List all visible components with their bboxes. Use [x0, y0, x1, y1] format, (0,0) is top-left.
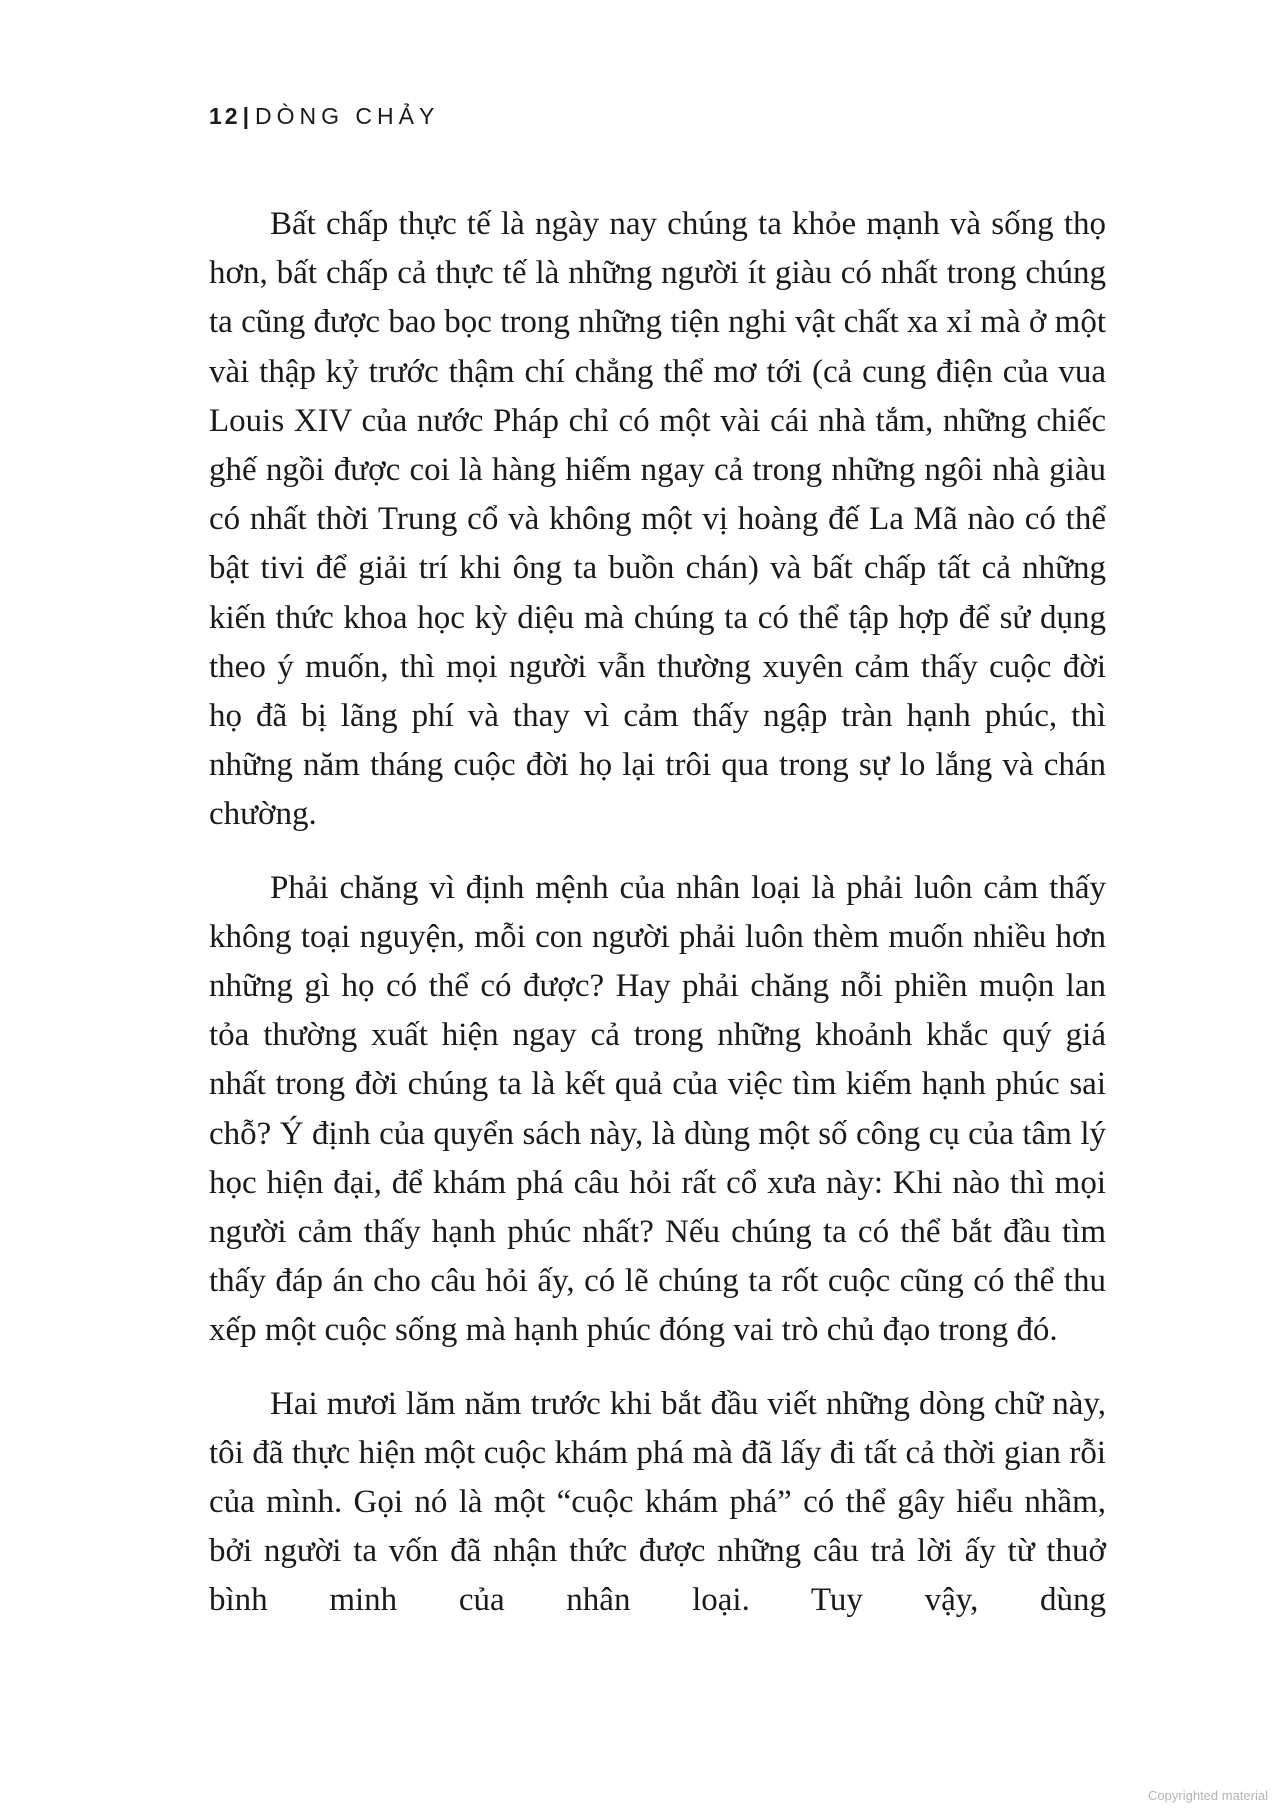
header-separator: | [242, 103, 250, 129]
copyright-watermark: Copyrighted material [1148, 1788, 1268, 1803]
body-text [209, 200, 1106, 1650]
book-title: DÒNG CHẢY [255, 103, 440, 129]
paragraph-3: Hai mươi lăm năm trước khi bắt đầu viết những dòng chữ này, tôi đã thực hiện một cuộc khám phá mà đã lấy đi tất cả thời gian rỗi của mình. Gọi nó là một “cuộc khám phá” có thể gây hiểu nhầm, bởi người ta vốn đã nhận thức được những câu trả lời ấy từ thuở bình minh của nhân loại. Tuy vậy, dùng [209, 1385, 1106, 1619]
paragraph-2: Phải chăng vì định mệnh của nhân loại là phải luôn cảm thấy không toại nguyện, mỗi con người phải luôn thèm muốn nhiều hơn những gì họ có thể có được? Hay phải chăng nỗi phiền muộn lan tỏa thường xuất hiện ngay cả trong những khoảnh khắc quý giá nhất trong đời chúng ta là kết quả của việc tìm kiếm hạnh phúc sai chỗ? Ý định của quyển sách này, là dùng một số công cụ của tâm lý học hiện đại, để khám phá câu hỏi rất cổ xưa này: Khi nào thì mọi người cảm thấy hạnh phúc nhất? Nếu chúng ta có thể bắt đầu tìm thấy đáp án cho câu hỏi ấy, có lẽ chúng ta rốt cuộc cũng có thể thu xếp một cuộc sống mà hạnh phúc đóng vai trò chủ đạo trong đó. [209, 869, 1106, 1349]
paragraph-1: Bất chấp thực tế là ngày nay chúng ta khỏe mạnh và sống thọ hơn, bất chấp cả thực tế là những người ít giàu có nhất trong chúng ta cũng được bao bọc trong những tiện nghi vật chất xa xỉ mà ở một vài thập kỷ trước thậm chí chẳng thể mơ tới (cả cung điện của vua Louis XIV của nước Pháp chỉ có một vài cái nhà tắm, những chiếc ghế ngồi được coi là hàng hiếm ngay cả trong những ngôi nhà giàu có nhất thời Trung cổ và không một vị hoàng đế La Mã nào có thể bật tivi để giải trí khi ông ta buồn chán) và bất chấp tất cả những kiến thức khoa học kỳ diệu mà chúng ta có thể tập hợp để sử dụng theo ý muốn, thì mọi người vẫn thường xuyên cảm thấy cuộc đời họ đã bị lãng phí và thay vì cảm thấy ngập tràn hạnh phúc, thì những năm tháng cuộc đời họ lại trôi qua trong sự lo lắng và chán chường. [209, 206, 1106, 833]
page-number: 12 [209, 103, 241, 129]
running-head [209, 103, 439, 130]
